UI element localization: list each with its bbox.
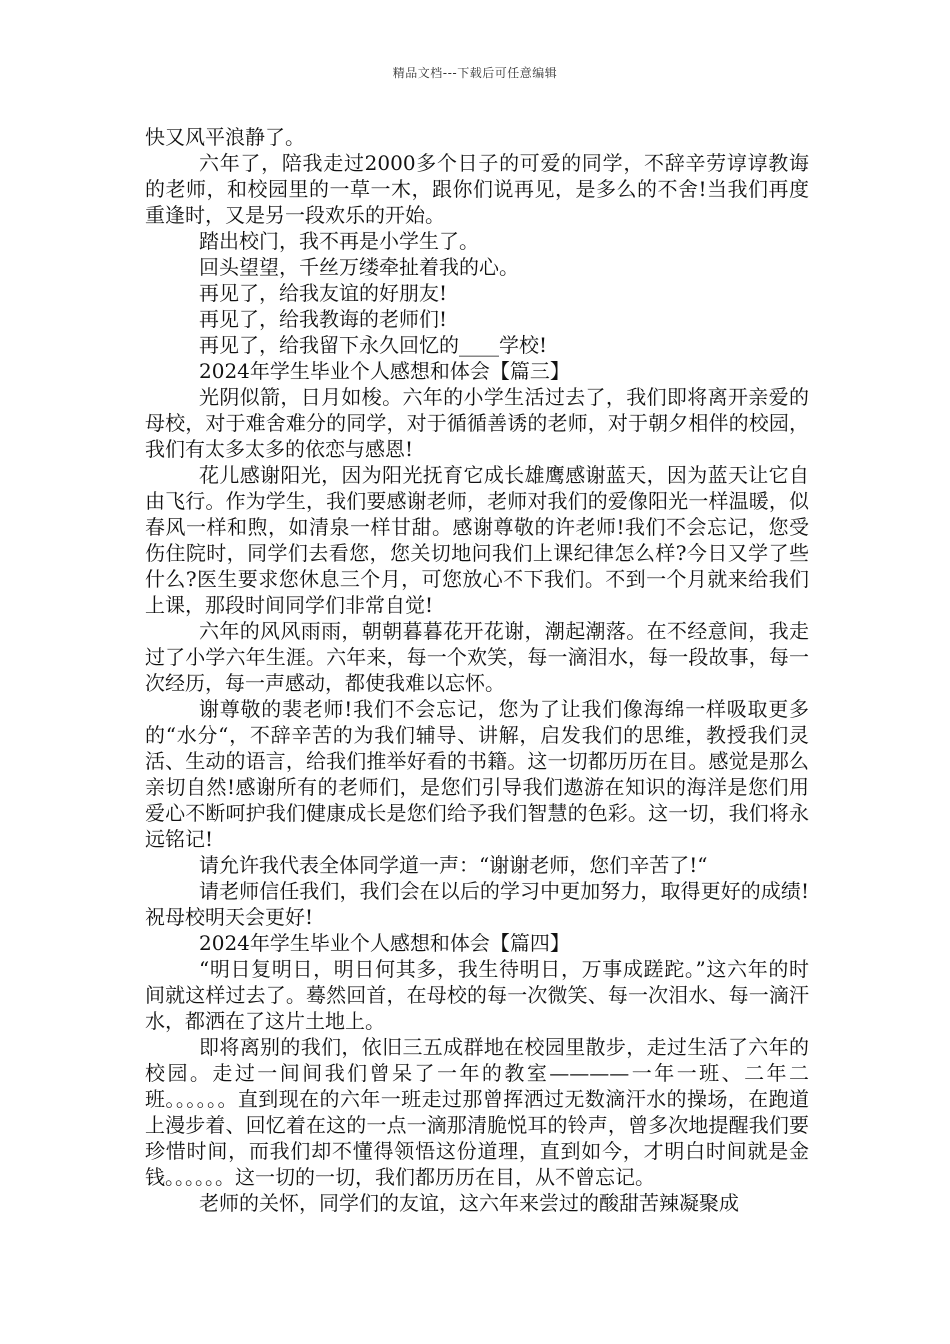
page-header: 精品文档---下载后可任意编辑 (392, 66, 558, 80)
paragraph: 老师的关怀，同学们的友谊，这六年来尝过的酸甜苦辣凝聚成 (199, 1191, 739, 1215)
paragraph: 再见了，给我教诲的老师们! (199, 307, 448, 331)
paragraph: 回头望望，千丝万缕牵扯着我的心。 (199, 255, 519, 279)
paragraph: 六年了，陪我走过2000多个日子的可爱的同学，不辞辛劳谆谆教诲的老师，和校园里的一草一木，跟你们说再见，是多么的不舍!当我们再度重逢时，又是另一段欢乐的开始。 (145, 151, 809, 227)
paragraph: 再见了，给我友谊的好朋友! (199, 281, 448, 305)
paragraph: 花儿感谢阳光，因为阳光抚育它成长雄鹰感谢蓝天，因为蓝天让它自由飞行。作为学生，我们要感谢老师，老师对我们的爱像阳光一样温暖，似春风一样和煦，如清泉一样甘甜。感谢尊敬的许老师!我们不会忘记，您受伤住院时，同学们去看您，您关切地问我们上课纪律怎么样?今日又学了些什么?医生要求您休息三个月，可您放心不下我们。不到一个月就来给我们上课，那段时间同学们非常自觉! (145, 463, 809, 617)
paragraph: 请老师信任我们，我们会在以后的学习中更加努力，取得更好的成绩!祝母校明天会更好! (145, 879, 809, 929)
document-body (145, 124, 809, 1216)
paragraph: 请允许我代表全体同学道一声：“谢谢老师，您们辛苦了!“ (199, 853, 708, 877)
paragraph: 光阴似箭，日月如梭。六年的小学生活过去了，我们即将离开亲爱的母校，对于难舍难分的同学，对于循循善诱的老师，对于朝夕相伴的校园，我们有太多太多的依恋与感恩! (145, 385, 809, 461)
paragraph: 快又风平浪静了。 (145, 125, 305, 149)
paragraph: 六年的风风雨雨，朝朝暮暮花开花谢，潮起潮落。在不经意间，我走过了小学六年生涯。六年来，每一个欢笑，每一滴泪水，每一段故事，每一次经历，每一声感动，都使我难以忘怀。 (145, 619, 809, 695)
paragraph: 即将离别的我们，依旧三五成群地在校园里散步，走过生活了六年的校园。走过一间间我们曾呆了一年的教室————一年一班、二年二班。。。。。。直到现在的六年一班走过那曾挥洒过无数滴汗水的操场，在跑道上漫步着、回忆着在这的一点一滴那清脆悦耳的铃声，曾多次地提醒我们要珍惜时间，而我们却不懂得领悟这份道理，直到如今，才明白时间就是金钱。。。。。。这一切的一切，我们都历历在目，从不曾忘记。 (145, 1035, 809, 1189)
section-heading: 2024年学生毕业个人感想和体会【篇三】 (199, 359, 570, 383)
paragraph: 再见了，给我留下永久回忆的____学校! (199, 333, 548, 357)
paragraph: 谢尊敬的裴老师!我们不会忘记，您为了让我们像海绵一样吸取更多的“水分“，不辞辛苦的为我们辅导、讲解，启发我们的思维，教授我们灵活、生动的语言，给我们推举好看的书籍。这一切都历历在目。感觉是那么亲切自然!感谢所有的老师们，是您们引导我们遨游在知识的海洋是您们用爱心不断呵护我们健康成长是您们给予我们智慧的色彩。这一切，我们将永远铭记! (145, 697, 809, 851)
section-heading: 2024年学生毕业个人感想和体会【篇四】 (199, 931, 570, 955)
paragraph: “明日复明日，明日何其多，我生待明日，万事成蹉跎。”这六年的时间就这样过去了。蓦然回首，在母校的每一次微笑、每一次泪水、每一滴汗水，都洒在了这片土地上。 (145, 957, 809, 1033)
paragraph: 踏出校门，我不再是小学生了。 (199, 229, 479, 253)
